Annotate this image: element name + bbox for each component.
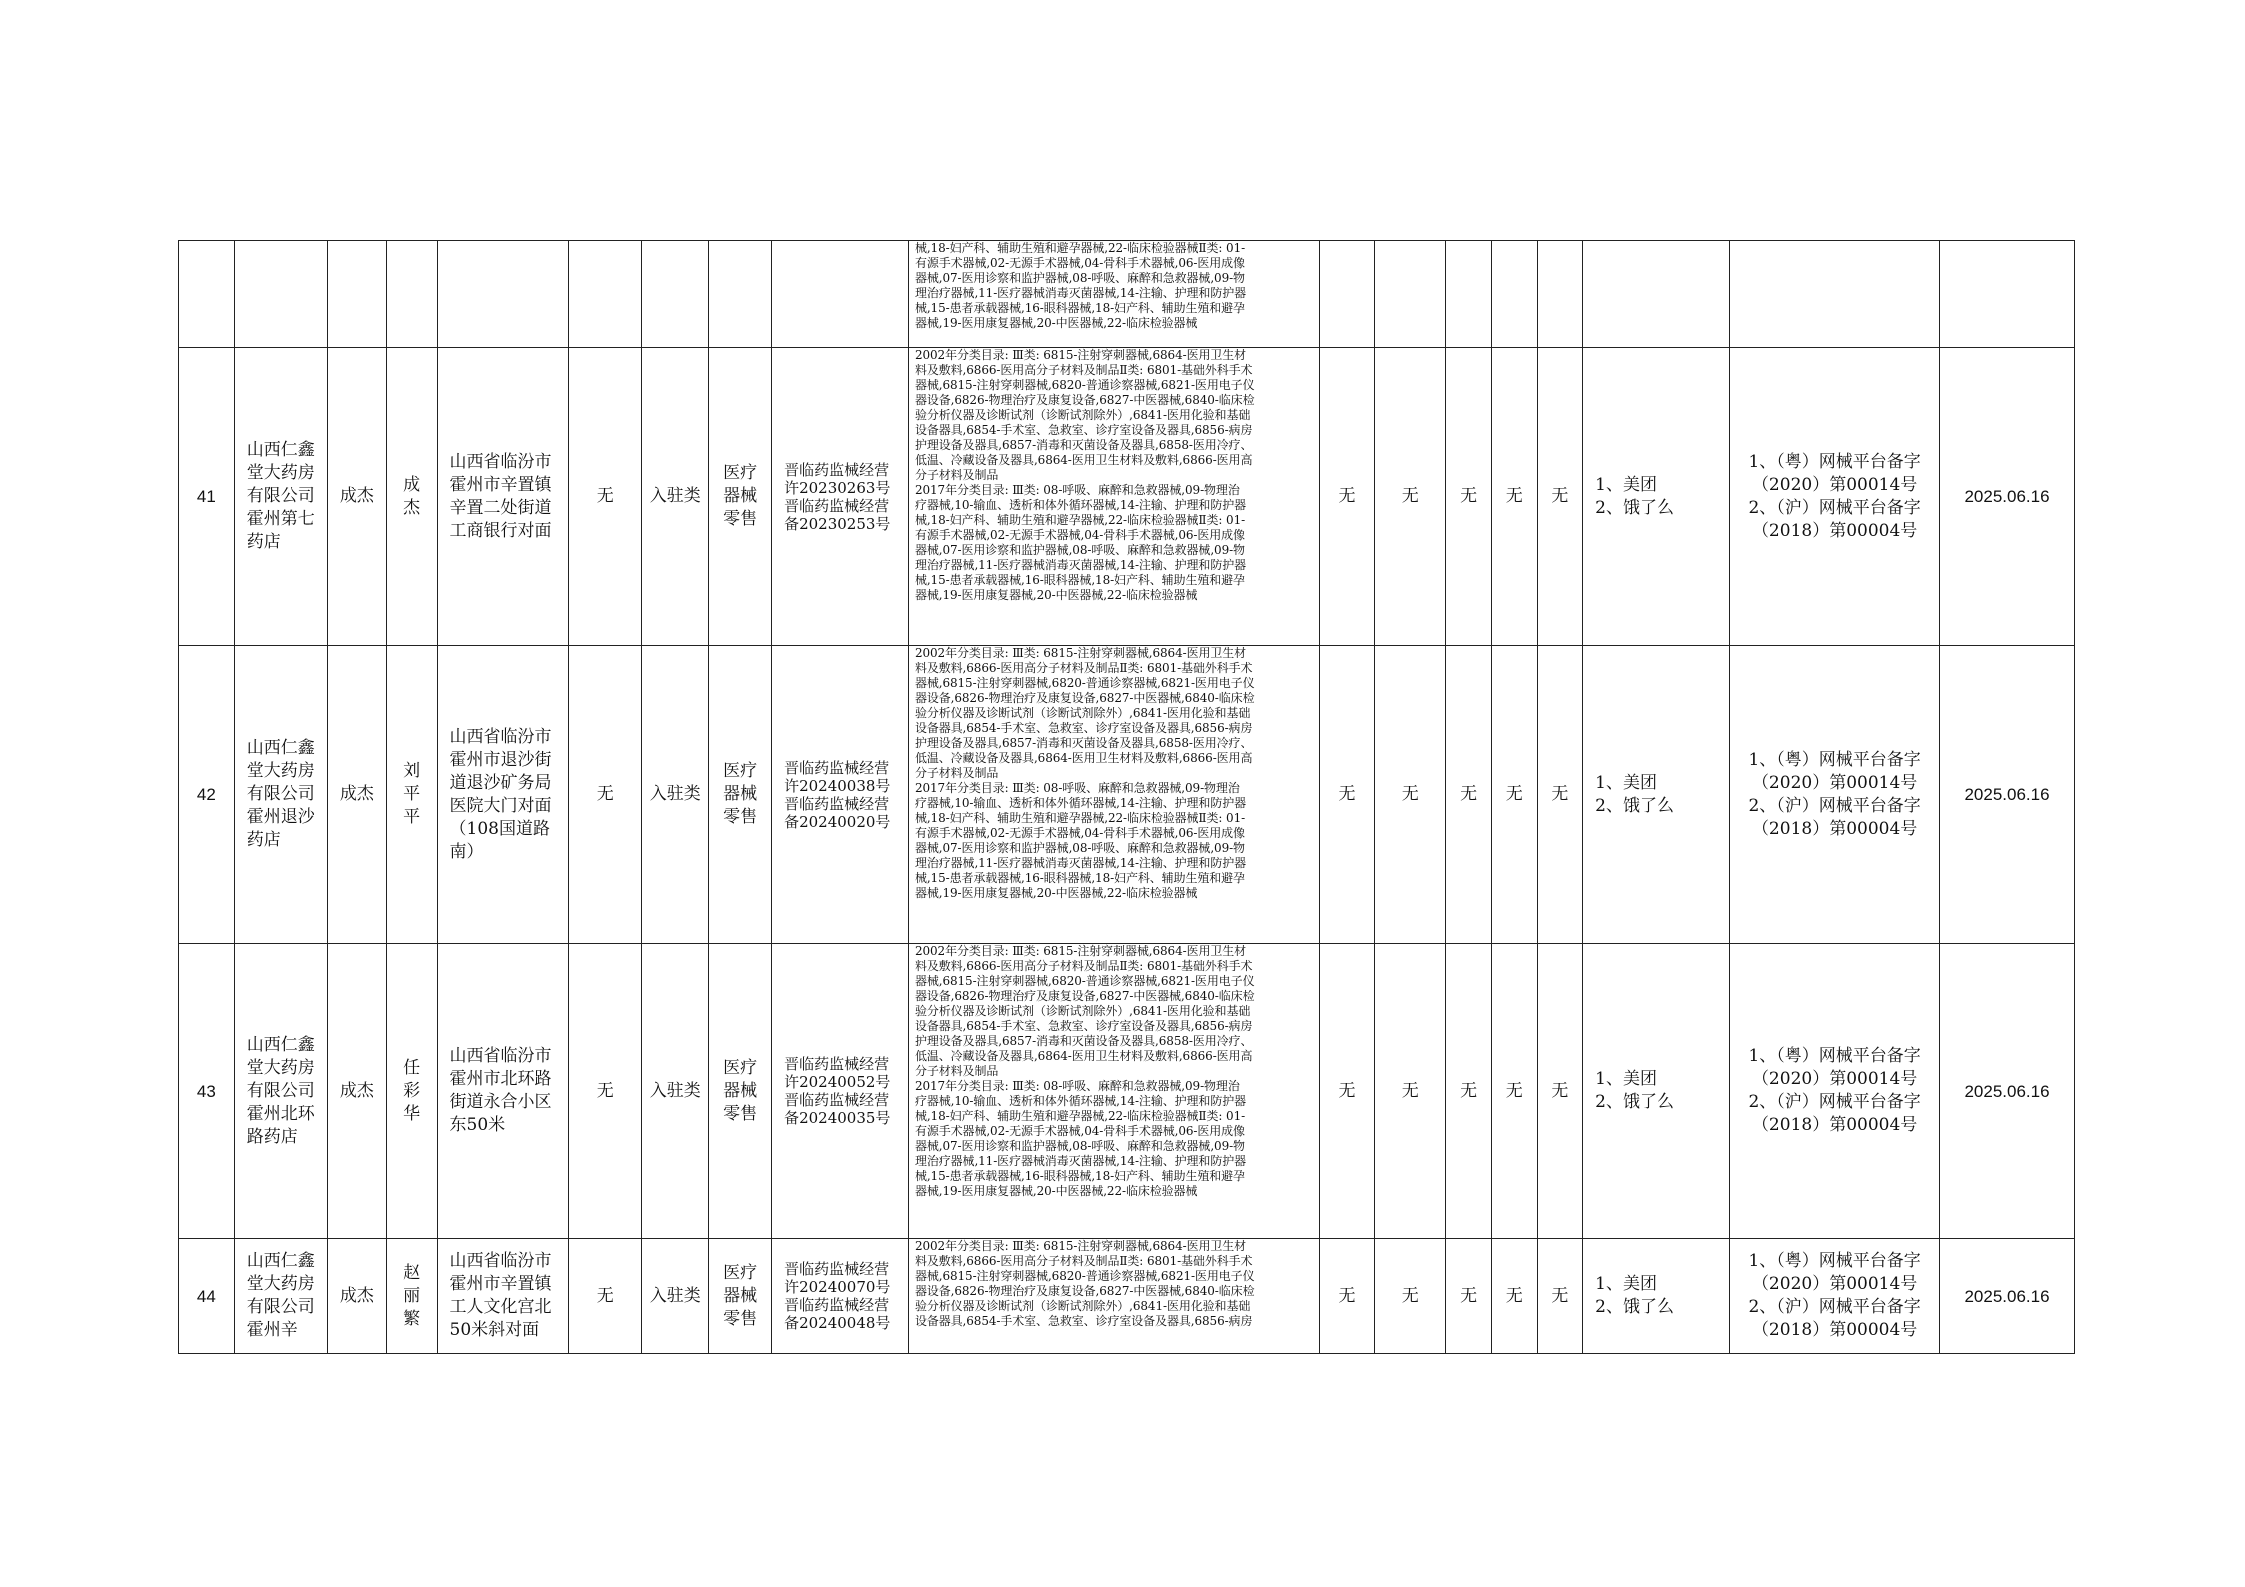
scope-line: 护理设备及器具,6857-消毒和灭菌设备及器具,6858-医用冷疗、 [914, 1034, 1253, 1048]
scope-line: 器械,19-医用康复器械,20-中医器械,22-临床检验器械 [914, 316, 1198, 330]
scope-line: 疗器械,10-输血、透析和体外循环器械,14-注输、护理和防护器 [914, 796, 1247, 810]
principal-cell: 任彩华 [386, 944, 437, 1239]
record-line: 1、（粤）网械平台备字 [1748, 749, 1921, 770]
platforms-cell [1583, 1239, 1730, 1354]
record-line: （2018）第00004号 [1751, 818, 1918, 839]
scope-line: 器械,6815-注射穿刺器械,6820-普通诊察器械,6821-医用电子仪 [914, 676, 1255, 690]
scope-line: 2017年分类目录: Ⅲ类: 08-呼吸、麻醉和急救器械,09-物理治 [914, 483, 1240, 497]
business-cell: 医疗器械零售 [709, 646, 772, 944]
scope-line: 设备器具,6854-手术室、急救室、诊疗室设备及器具,6856-病房 [914, 423, 1253, 437]
legal-rep-cell: 成杰 [328, 646, 387, 944]
legal-rep-cell: 成杰 [328, 1239, 387, 1354]
record-line: （2018）第00004号 [1751, 520, 1918, 541]
store-name-cell: 山西仁鑫堂大药房有限公司霍州北环路药店 [234, 944, 327, 1239]
license-cell: 晋临药监械经营许20240070号 晋临药监械经营备20240048号 [772, 1239, 909, 1354]
scope-line: 器设备,6826-物理治疗及康复设备,6827-中医器械,6840-临床检 [914, 989, 1255, 1003]
scope-line: 有源手术器械,02-无源手术器械,04-骨科手术器械,06-医用成像 [914, 256, 1245, 270]
scope-line: 疗器械,10-输血、透析和体外循环器械,14-注输、护理和防护器 [914, 1094, 1247, 1108]
scope-line: 理治疗器械,11-医疗器械消毒灭菌器械,14-注输、护理和防护器 [914, 1154, 1247, 1168]
empty-cell [1319, 241, 1375, 348]
records-cell [1730, 944, 1940, 1239]
record-line: （2018）第00004号 [1751, 1320, 1918, 1340]
table-row [179, 1239, 2075, 1354]
col6-cell: 无 [569, 348, 642, 646]
scope-line: 验分析仪器及诊断试剂（诊断试剂除外）,6841-医用化验和基础 [914, 1004, 1251, 1018]
scope-line: 验分析仪器及诊断试剂（诊断试剂除外）,6841-医用化验和基础 [914, 1299, 1251, 1313]
flag-cell-2: 无 [1375, 348, 1446, 646]
platform-item: 1、美团 [1595, 1274, 1657, 1294]
records-cell [1730, 1239, 1940, 1354]
record-line: （2020）第00014号 [1751, 474, 1918, 495]
scope-line: 护理设备及器具,6857-消毒和灭菌设备及器具,6858-医用冷疗、 [914, 438, 1253, 452]
legal-rep-cell: 成杰 [328, 944, 387, 1239]
scope-cell [908, 944, 1319, 1239]
flag-cell-4: 无 [1491, 1239, 1537, 1354]
scope-line: 验分析仪器及诊断试剂（诊断试剂除外）,6841-医用化验和基础 [914, 706, 1251, 720]
empty-cell [1491, 241, 1537, 348]
date-cell: 2025.06.16 [1940, 646, 2075, 944]
seq-cell [179, 241, 235, 348]
record-line: （2020）第00014号 [1751, 1274, 1918, 1294]
table-row-continuation [179, 241, 2075, 348]
record-line: 1、（粤）网械平台备字 [1748, 1046, 1921, 1066]
scope-line: 器械,6815-注射穿刺器械,6820-普通诊察器械,6821-医用电子仪 [914, 378, 1255, 392]
flag-cell-1: 无 [1319, 944, 1375, 1239]
scope-line: 器械,07-医用诊察和监护器械,08-呼吸、麻醉和急救器械,09-物 [914, 543, 1245, 557]
platforms-cell [1583, 348, 1730, 646]
scope-line: 械,18-妇产科、辅助生殖和避孕器械,22-临床检验器械Ⅱ类: 01- [914, 1109, 1246, 1123]
record-line: （2020）第00014号 [1751, 772, 1918, 793]
record-line: 2、（沪）网械平台备字 [1748, 795, 1921, 816]
col6-cell: 无 [569, 1239, 642, 1354]
address-cell: 山西省临汾市霍州市北环路街道永合小区东50米 [437, 944, 569, 1239]
flag-cell-2: 无 [1375, 646, 1446, 944]
scope-line: 设备器具,6854-手术室、急救室、诊疗室设备及器具,6856-病房 [914, 1019, 1253, 1033]
flag-cell-3: 无 [1446, 646, 1492, 944]
platform-item: 1、美团 [1595, 1069, 1657, 1089]
scope-line: 械,18-妇产科、辅助生殖和避孕器械,22-临床检验器械Ⅱ类: 01- [914, 513, 1246, 527]
platform-item: 2、饿了么 [1595, 1092, 1674, 1112]
scope-line: 疗器械,10-输血、透析和体外循环器械,14-注输、护理和防护器 [914, 498, 1247, 512]
flag-cell-5: 无 [1537, 1239, 1583, 1354]
scope-line: 低温、冷藏设备及器具,6864-医用卫生材料及敷料,6866-医用高 [914, 1049, 1253, 1063]
scope-cell [908, 1239, 1319, 1354]
scope-line: 器设备,6826-物理治疗及康复设备,6827-中医器械,6840-临床检 [914, 1284, 1255, 1298]
scope-line: 护理设备及器具,6857-消毒和灭菌设备及器具,6858-医用冷疗、 [914, 736, 1253, 750]
scope-line: 分子材料及制品 [914, 766, 999, 780]
scope-line: 2017年分类目录: Ⅲ类: 08-呼吸、麻醉和急救器械,09-物理治 [914, 781, 1240, 795]
empty-cell [1375, 241, 1446, 348]
platforms-cell [1583, 944, 1730, 1239]
address-cell: 山西省临汾市霍州市退沙街道退沙矿务局医院大门对面（108国道路南） [437, 646, 569, 944]
table-row [179, 944, 2075, 1239]
scope-line: 器设备,6826-物理治疗及康复设备,6827-中医器械,6840-临床检 [914, 393, 1255, 407]
license-cell: 晋临药监械经营许20240052号 晋临药监械经营备20240035号 [772, 944, 909, 1239]
flag-cell-4: 无 [1491, 944, 1537, 1239]
pharmacy-registry-table [178, 240, 2075, 1354]
scope-line: 理治疗器械,11-医疗器械消毒灭菌器械,14-注输、护理和防护器 [914, 856, 1247, 870]
address-cell [437, 241, 569, 348]
scope-cell [908, 646, 1319, 944]
platform-item: 2、饿了么 [1595, 497, 1674, 518]
scope-line: 2002年分类目录: Ⅲ类: 6815-注射穿刺器械,6864-医用卫生材 [914, 646, 1247, 660]
type-cell: 入驻类 [642, 348, 709, 646]
scope-line: 器械,19-医用康复器械,20-中医器械,22-临床检验器械 [914, 588, 1198, 602]
empty-cell [1583, 241, 1730, 348]
scope-line: 料及敷料,6866-医用高分子材料及制品Ⅱ类: 6801-基础外科手术 [914, 959, 1253, 973]
record-line: 1、（粤）网械平台备字 [1748, 1251, 1921, 1271]
scope-line: 低温、冷藏设备及器具,6864-医用卫生材料及敷料,6866-医用高 [914, 453, 1253, 467]
license-cell: 晋临药监械经营许20230263号 晋临药监械经营备20230253号 [772, 348, 909, 646]
type-cell: 入驻类 [642, 646, 709, 944]
date-cell: 2025.06.16 [1940, 1239, 2075, 1354]
record-line: 1、（粤）网械平台备字 [1748, 451, 1921, 472]
license-cell: 晋临药监械经营许20240038号 晋临药监械经营备20240020号 [772, 646, 909, 944]
seq-cell: 42 [179, 646, 235, 944]
scope-line: 器械,07-医用诊察和监护器械,08-呼吸、麻醉和急救器械,09-物 [914, 271, 1245, 285]
scope-line: 器械,6815-注射穿刺器械,6820-普通诊察器械,6821-医用电子仪 [914, 1269, 1255, 1283]
scope-line: 械,15-患者承载器械,16-眼科器械,18-妇产科、辅助生殖和避孕 [914, 1169, 1245, 1183]
legal-cell [328, 241, 387, 348]
license-cell [772, 241, 909, 348]
flag-cell-1: 无 [1319, 348, 1375, 646]
address-cell: 山西省临汾市霍州市辛置镇工人文化宫北50米斜对面 [437, 1239, 569, 1354]
table-row [179, 646, 2075, 944]
flag-cell-4: 无 [1491, 348, 1537, 646]
scope-cell [908, 348, 1319, 646]
scope-line: 有源手术器械,02-无源手术器械,04-骨科手术器械,06-医用成像 [914, 1124, 1245, 1138]
seq-cell: 44 [179, 1239, 235, 1354]
scope-line: 械,15-患者承载器械,16-眼科器械,18-妇产科、辅助生殖和避孕 [914, 573, 1245, 587]
business-cell: 医疗器械零售 [709, 1239, 772, 1354]
scope-line: 料及敷料,6866-医用高分子材料及制品Ⅱ类: 6801-基础外科手术 [914, 363, 1253, 377]
scope-line: 械,18-妇产科、辅助生殖和避孕器械,22-临床检验器械Ⅱ类: 01- [914, 811, 1246, 825]
empty-cell [1730, 241, 1940, 348]
scope-line: 有源手术器械,02-无源手术器械,04-骨科手术器械,06-医用成像 [914, 826, 1245, 840]
flag-cell-3: 无 [1446, 1239, 1492, 1354]
empty-cell [1537, 241, 1583, 348]
col6-cell: 无 [569, 944, 642, 1239]
scope-line: 设备器具,6854-手术室、急救室、诊疗室设备及器具,6856-病房 [914, 1314, 1253, 1328]
type-cell [642, 241, 709, 348]
platform-item: 2、饿了么 [1595, 795, 1674, 816]
date-cell: 2025.06.16 [1940, 944, 2075, 1239]
business-cell: 医疗器械零售 [709, 944, 772, 1239]
record-line: （2020）第00014号 [1751, 1069, 1918, 1089]
scope-line: 2002年分类目录: Ⅲ类: 6815-注射穿刺器械,6864-医用卫生材 [914, 348, 1247, 362]
store-name-cell: 山西仁鑫堂大药房有限公司霍州辛 [234, 1239, 327, 1354]
record-line: 2、（沪）网械平台备字 [1748, 1297, 1921, 1317]
platform-item: 1、美团 [1595, 474, 1657, 495]
scope-line: 2017年分类目录: Ⅲ类: 08-呼吸、麻醉和急救器械,09-物理治 [914, 1079, 1240, 1093]
scope-line: 器械,19-医用康复器械,20-中医器械,22-临床检验器械 [914, 886, 1198, 900]
flag-cell-3: 无 [1446, 944, 1492, 1239]
scope-line: 械,15-患者承载器械,16-眼科器械,18-妇产科、辅助生殖和避孕 [914, 871, 1245, 885]
platforms-cell [1583, 646, 1730, 944]
scope-line: 有源手术器械,02-无源手术器械,04-骨科手术器械,06-医用成像 [914, 528, 1245, 542]
name-cell [234, 241, 327, 348]
legal-rep-cell: 成杰 [328, 348, 387, 646]
records-cell [1730, 348, 1940, 646]
principal-cell: 成杰 [386, 348, 437, 646]
scope-line: 料及敷料,6866-医用高分子材料及制品Ⅱ类: 6801-基础外科手术 [914, 661, 1253, 675]
store-name-cell: 山西仁鑫堂大药房有限公司霍州退沙药店 [234, 646, 327, 944]
type-cell: 入驻类 [642, 944, 709, 1239]
business-cell [709, 241, 772, 348]
scope-line: 器械,07-医用诊察和监护器械,08-呼吸、麻醉和急救器械,09-物 [914, 1139, 1245, 1153]
scope-line: 2002年分类目录: Ⅲ类: 6815-注射穿刺器械,6864-医用卫生材 [914, 944, 1247, 958]
scope-line: 分子材料及制品 [914, 1064, 999, 1078]
records-cell [1730, 646, 1940, 944]
col6-cell [569, 241, 642, 348]
scope-line: 2002年分类目录: Ⅲ类: 6815-注射穿刺器械,6864-医用卫生材 [914, 1239, 1247, 1253]
scope-line: 械,15-患者承载器械,16-眼科器械,18-妇产科、辅助生殖和避孕 [914, 301, 1245, 315]
scope-line: 械,18-妇产科、辅助生殖和避孕器械,22-临床检验器械Ⅱ类: 01- [914, 241, 1246, 255]
scope-line: 验分析仪器及诊断试剂（诊断试剂除外）,6841-医用化验和基础 [914, 408, 1251, 422]
scope-line: 器械,19-医用康复器械,20-中医器械,22-临床检验器械 [914, 1184, 1198, 1198]
scope-line: 器械,6815-注射穿刺器械,6820-普通诊察器械,6821-医用电子仪 [914, 974, 1255, 988]
scope-line: 设备器具,6854-手术室、急救室、诊疗室设备及器具,6856-病房 [914, 721, 1253, 735]
principal-cell [386, 241, 437, 348]
flag-cell-5: 无 [1537, 348, 1583, 646]
address-cell: 山西省临汾市霍州市辛置镇辛置二处街道工商银行对面 [437, 348, 569, 646]
record-line: 2、（沪）网械平台备字 [1748, 497, 1921, 518]
store-name-cell: 山西仁鑫堂大药房有限公司霍州第七药店 [234, 348, 327, 646]
table-row [179, 348, 2075, 646]
principal-cell: 刘平平 [386, 646, 437, 944]
platform-item: 2、饿了么 [1595, 1297, 1674, 1317]
flag-cell-1: 无 [1319, 1239, 1375, 1354]
flag-cell-3: 无 [1446, 348, 1492, 646]
business-cell: 医疗器械零售 [709, 348, 772, 646]
empty-cell [1446, 241, 1492, 348]
principal-cell: 赵丽繁 [386, 1239, 437, 1354]
seq-cell: 41 [179, 348, 235, 646]
flag-cell-5: 无 [1537, 944, 1583, 1239]
platform-item: 1、美团 [1595, 772, 1657, 793]
flag-cell-4: 无 [1491, 646, 1537, 944]
type-cell: 入驻类 [642, 1239, 709, 1354]
scope-line: 分子材料及制品 [914, 468, 999, 482]
record-line: 2、（沪）网械平台备字 [1748, 1092, 1921, 1112]
scope-line: 低温、冷藏设备及器具,6864-医用卫生材料及敷料,6866-医用高 [914, 751, 1253, 765]
flag-cell-5: 无 [1537, 646, 1583, 944]
empty-cell [1940, 241, 2075, 348]
col6-cell: 无 [569, 646, 642, 944]
scope-line: 器械,07-医用诊察和监护器械,08-呼吸、麻醉和急救器械,09-物 [914, 841, 1245, 855]
record-line: （2018）第00004号 [1751, 1115, 1918, 1135]
flag-cell-2: 无 [1375, 1239, 1446, 1354]
date-cell: 2025.06.16 [1940, 348, 2075, 646]
scope-line: 器设备,6826-物理治疗及康复设备,6827-中医器械,6840-临床检 [914, 691, 1255, 705]
scope-line: 理治疗器械,11-医疗器械消毒灭菌器械,14-注输、护理和防护器 [914, 558, 1247, 572]
flag-cell-2: 无 [1375, 944, 1446, 1239]
flag-cell-1: 无 [1319, 646, 1375, 944]
seq-cell: 43 [179, 944, 235, 1239]
scope-line: 料及敷料,6866-医用高分子材料及制品Ⅱ类: 6801-基础外科手术 [914, 1254, 1253, 1268]
scope-cell [908, 241, 1319, 348]
scope-line: 理治疗器械,11-医疗器械消毒灭菌器械,14-注输、护理和防护器 [914, 286, 1247, 300]
